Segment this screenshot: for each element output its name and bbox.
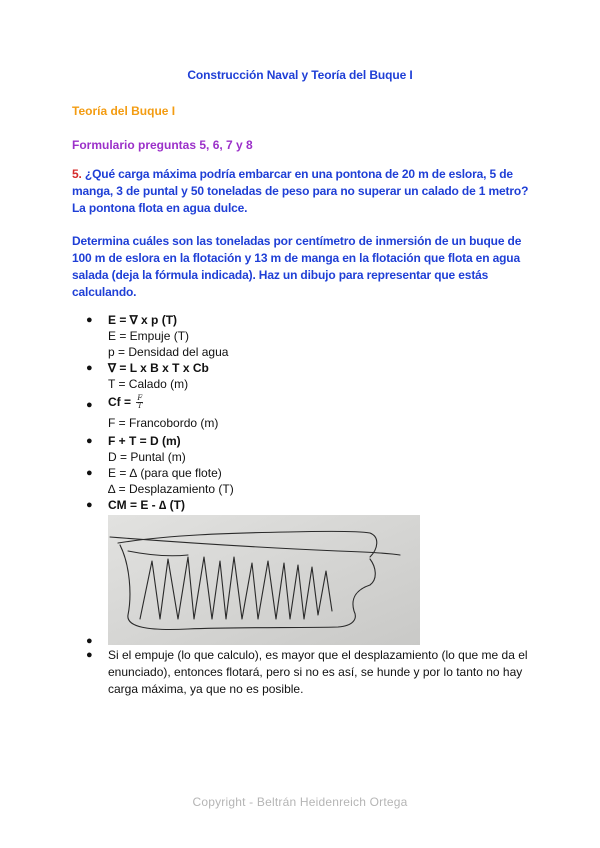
formula-cf-head: Cf = <box>108 395 132 409</box>
formulario-heading: Formulario preguntas 5, 6, 7 y 8 <box>72 138 253 152</box>
section-subtitle: Teoría del Buque I <box>72 104 176 118</box>
formula-line: F = Francobordo (m) <box>108 416 219 430</box>
copyright-footer: Copyright - Beltrán Heidenreich Ortega <box>192 795 408 809</box>
question-6-text: Determina cuáles son las toneladas por centímetro de inmersión de un buque de 100 m de eslora en la flotación y 13 m de manga en la flotación que flota en agua salada (deja la fórmula indicada). Haz un dibujo para representar que estás calculando. <box>72 234 522 299</box>
bullet-icon: ● <box>86 314 93 326</box>
fraction-numerator: F <box>137 394 143 403</box>
list-item <box>72 394 542 431</box>
bullet-icon: ● <box>86 635 93 647</box>
bullet-icon: ● <box>86 649 93 661</box>
question-5-number: 5. <box>72 167 82 181</box>
formula-list <box>72 312 542 698</box>
formula-carga-maxima: CM = E - ∆ (T) <box>108 498 186 512</box>
question-6 <box>72 233 532 301</box>
bullet-icon: ● <box>86 467 93 479</box>
formula-line: D = Puntal (m) <box>108 450 186 464</box>
formula-line: T = Calado (m) <box>108 377 189 391</box>
question-5-text: ¿Qué carga máxima podría embarcar en una pontona de 20 m de eslora, 5 de manga, 3 de puntal y 50 toneladas de peso para no superar un calado de 1 metro? La pontona flota en agua dulce. <box>72 167 529 215</box>
formula-line: E = Empuje (T) <box>108 329 190 343</box>
bullet-icon: ● <box>86 399 93 411</box>
formula-volumen: ∇ = L x B x T x Cb <box>108 361 209 375</box>
list-item <box>72 515 542 645</box>
bullet-icon: ● <box>86 499 93 511</box>
formula-puntal: F + T = D (m) <box>108 434 181 448</box>
formula-cf <box>108 394 542 415</box>
pontoon-sketch-image <box>108 515 420 645</box>
list-item <box>72 465 542 497</box>
formula-flote: E = ∆ (para que flote) <box>108 466 222 480</box>
question-5 <box>72 166 532 217</box>
formula-line: p = Densidad del agua <box>108 345 229 359</box>
list-item <box>72 497 542 513</box>
bullet-icon: ● <box>86 362 93 374</box>
conclusion-text: Si el empuje (lo que calculo), es mayor que el desplazamiento (lo que me da el enunciado), entonces flotará, pero si no es así, se hunde y por lo tanto no hay carga máxima, ya que no es posible. <box>108 648 528 696</box>
fraction-denominator: T <box>137 402 143 411</box>
fraction <box>136 395 143 410</box>
formula-line: ∆ = Desplazamiento (T) <box>108 482 234 496</box>
list-item <box>72 647 542 698</box>
list-item <box>72 360 542 392</box>
bullet-icon: ● <box>86 435 93 447</box>
list-item <box>72 433 542 465</box>
document-title: Construcción Naval y Teoría del Buque I <box>187 68 413 82</box>
formula-empuje: E = ∇ x p (T) <box>108 313 178 327</box>
list-item <box>72 312 542 360</box>
